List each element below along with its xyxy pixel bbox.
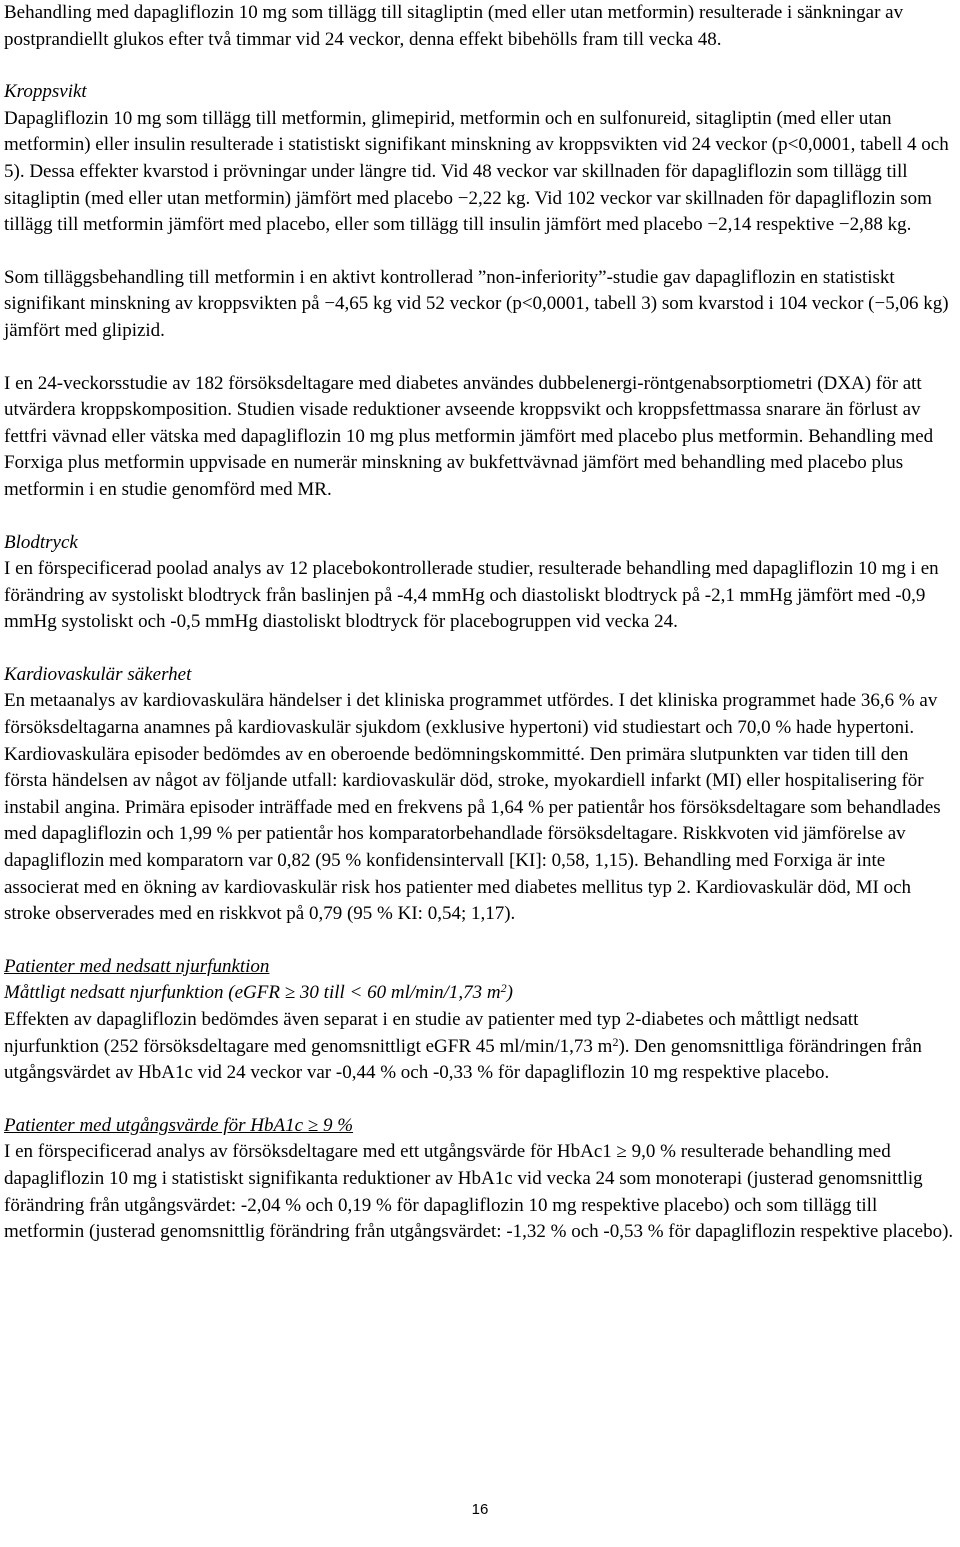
renal-subheading-end: ) — [506, 982, 513, 1004]
intro-paragraph: Behandling med dapagliflozin 10 mg som tillägg till sitagliptin (med eller utan metformin) resulterade i sänkningar av postprandiellt glukos efter två timmar vid 24 veckor, denna effekt bibehölls fram till vecka 48. — [4, 2, 904, 50]
hba1c-heading: Patienter med utgångsvärde för HbA1c ≥ 9 % — [4, 1114, 354, 1136]
page-number: 16 — [471, 1501, 489, 1518]
hba1c-paragraph: I en förspecificerad analys av försöksdeltagare med ett utgångsvärde för HbAc1 ≥ 9,0 % resulterade behandling med dapagliflozin 10 mg i statistiskt signifikanta reduktioner av HbA1c vid vecka 24 som monoterapi (justerad genomsnittlig förändring från utgångsvärdet: -2,04 % och 0,19 % för dapagliflozin 10 mg respektive placebo) och som tillägg till metformin (justerad genomsnittlig förändring från utgångsvärdet: -1,32 % och -0,53 % för dapagliflozin respektive placebo). — [4, 1141, 954, 1243]
spacer — [4, 504, 956, 530]
spacer — [4, 53, 956, 79]
renal-subheading-sup: 2 — [500, 981, 507, 996]
weight-paragraph-2: Som tilläggsbehandling till metformin i en aktivt kontrollerad ”non-inferiority”-studie gav dapagliflozin en statistiskt signifikant minskning av kroppsvikten på −4,65 kg vid 52 veckor (p<0,0001, tabell 3) som kvarstod i 104 veckor (−5,06 kg) jämfört med glipizid. — [4, 266, 949, 341]
bp-heading: Blodtryck — [4, 531, 78, 553]
renal-paragraph-sup: 2 — [612, 1034, 619, 1049]
bp-paragraph: I en förspecificerad poolad analys av 12 placebokontrollerade studier, resulterade behandling med dapagliflozin 10 mg i en förändring av systoliskt blodtryck från baslinjen på -4,4 mmHg och diastoliskt blodtryck på -2,1 mmHg jämfört med -0,9 mmHg systoliskt och -0,5 mmHg diastoliskt blodtryck för placebogruppen vid vecka 24. — [4, 558, 939, 633]
spacer — [4, 636, 956, 662]
renal-subheading — [4, 980, 956, 1007]
weight-heading: Kroppsvikt — [4, 81, 87, 103]
spacer — [4, 345, 956, 371]
cardio-paragraph: En metaanalys av kardiovaskulära händelser i det kliniska programmet utfördes. I det kliniska programmet hade 36,6 % av försöksdeltagarna anamnes på kardiovaskulär sjukdom (exklusive hypertoni) vid studiestart och 70,0 % hade hypertoni. Kardiovaskulära episoder bedömdes av en oberoende bedömningskommitté. Den primära slutpunkten var tiden till den första händelsen av något av följande utfall: kardiovaskulär död, stroke, myokardiell infarkt (MI) eller hospitalisering för instabil angina. Primära episoder inträffade med en frekvens på 1,64 % per patientår hos försöksdeltagare som behandlades med dapagliflozin och 1,99 % per patientår hos komparatorbehandlade försöksdeltagare. Riskkvoten vid jämförelse av dapagliflozin med komparatorn var 0,82 (95 % konfidensintervall [KI]: 0,58, 1,15). Behandling med Forxiga är inte associerat med en ökning av kardiovaskulär risk hos patienter med diabetes mellitus typ 2. Kardiovaskulär död, MI och stroke observerades med en riskkvot på 0,79 (95 % KI: 0,54; 1,17). — [4, 690, 941, 925]
weight-paragraph-1: Dapagliflozin 10 mg som tillägg till metformin, glimepirid, metformin och en sulfonureid, sitagliptin (med eller utan metformin) eller insulin resulterade i statistiskt signifikant minskning av kroppsvikten vid 24 veckor (p<0,0001, tabell 4 och 5). Dessa effekter kvarstod i prövningar under längre tid. Vid 48 veckor var skillnaden för dapagliflozin som tillägg till sitagliptin (med eller utan metformin) jämfört med placebo −2,22 kg. Vid 102 veckor var skillnaden för dapagliflozin som tillägg till metformin jämfört med placebo, eller som tillägg till insulin jämfört med placebo −2,14 respektive −2,88 kg. — [4, 107, 949, 236]
cardio-heading: Kardiovaskulär säkerhet — [4, 663, 192, 685]
renal-paragraph-part2: ). Den genomsnittliga förändringen från utgångsvärdet av HbA1c vid 24 veckor var -0,44 % och -0,33 % för dapagliflozin 10 mg respektive placebo. — [4, 1035, 922, 1084]
weight-paragraph-3: I en 24-veckorsstudie av 182 försöksdeltagare med diabetes användes dubbelenergi-röntgenabsorptiometri (DXA) för att utvärdera kroppskomposition. Studien visade reduktioner avseende kroppsvikt och kroppsfettmassa snarare än förlust av fettfri vävnad eller vätska med dapagliflozin 10 mg plus metformin jämfört med placebo plus metformin. Behandling med Forxiga plus metformin uppvisade en numerär minskning av bukfettvävnad jämfört med behandling med placebo plus metformin i en studie genomförd med MR. — [4, 372, 934, 500]
renal-paragraph-part1: Effekten av dapagliflozin bedömdes även separat i en studie av patienter med typ 2-diabetes och måttligt nedsatt njurfunktion (252 försöksdeltagare med genomsnittligt eGFR 45 ml/min/1,73 m — [4, 1009, 859, 1057]
renal-subheading-text: Måttligt nedsatt njurfunktion (eGFR ≥ 30 till < 60 ml/min/1,73 m — [4, 982, 501, 1004]
spacer — [4, 1087, 956, 1113]
spacer — [4, 928, 956, 954]
spacer — [4, 239, 956, 265]
renal-heading: Patienter med nedsatt njurfunktion — [4, 955, 270, 977]
renal-paragraph — [4, 1007, 956, 1087]
